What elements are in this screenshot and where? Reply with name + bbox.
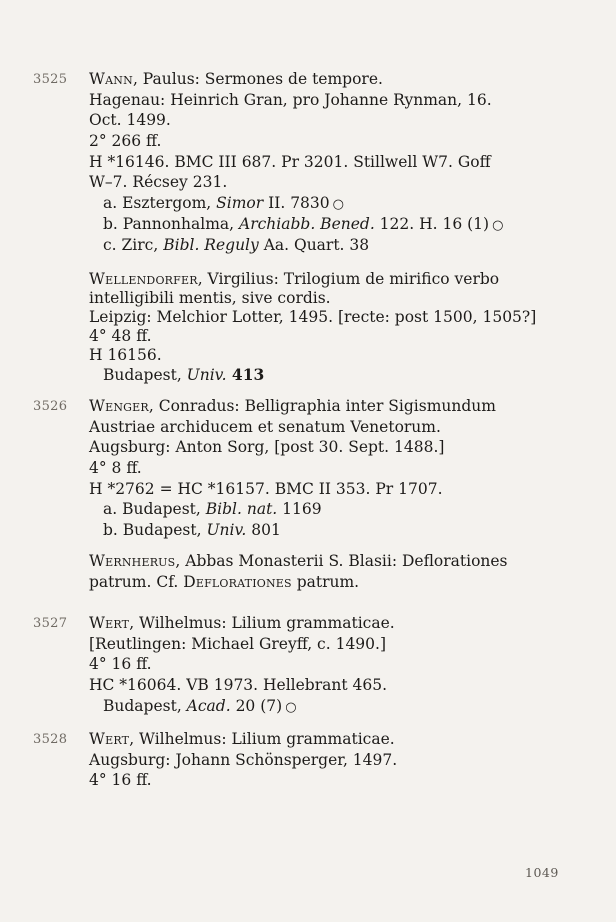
holding-library: Bibl. nat. [205,500,278,519]
reference-line: H *16146. BMC III 687. Pr 3201. Stillwell W7. Goff [89,152,491,171]
holding-location: Budapest, [103,366,187,384]
imprint-line: [Reutlingen: Michael Greyff, c. 1490.] [89,634,387,653]
entry-heading [89,270,589,289]
author-name: Wert [89,614,130,632]
holding-location: b. Budapest, [103,521,207,540]
title-text: , Conradus: Belligraphia inter Sigismundum [148,397,496,415]
holding-library: Univ. [186,366,227,384]
holding-shelfmark: 1169 [277,500,322,519]
holding-line [89,520,589,541]
holding-line [89,193,589,214]
holding-library: Univ. [206,521,247,540]
circle-mark: ○ [332,197,344,213]
format-line: 4° 16 ff. [89,771,152,790]
holding-location: a. Budapest, [103,500,206,519]
format-line: 2° 266 ff. [89,132,162,151]
imprint-line: Augsburg: Anton Sorg, [post 30. Sept. 1488.] [89,438,445,457]
page-number: 1049 [525,865,559,880]
cross-reference-heading: Deflorationes [183,572,292,591]
circle-mark: ○ [492,217,504,233]
title-text: , Paulus: Sermones de tempore. [132,70,383,88]
imprint-date: Oct. 1499. [89,111,171,130]
entry-body [89,270,589,384]
entry-body [89,396,589,541]
holding-shelfmark: 122. H. 16 (1) [374,214,490,233]
holding-line [89,499,589,520]
reference-line: H 16156. [89,346,162,364]
entry-number: 3526 [33,399,68,414]
entry-body [89,613,589,716]
entry-heading [89,613,589,634]
holding-shelfmark: Aa. Quart. 38 [258,235,370,254]
title-continuation: intelligibili mentis, sive cordis. [89,289,331,307]
author-name: Wernherus [89,552,176,570]
entry-heading [89,729,589,750]
title-continuation: Austriae archiducem et senatum Venetorum. [89,417,441,436]
holding-library: Archiabb. Bened. [239,214,375,233]
imprint-line: Augsburg: Johann Schönsperger, 1497. [89,750,398,769]
cross-reference [89,572,589,593]
format-line: 4° 16 ff. [89,655,152,674]
reference-line: HC *16064. VB 1973. Hellebrant 465. [89,676,388,695]
imprint-line: Leipzig: Melchior Lotter, 1495. [recte: post 1500, 1505?] [89,308,537,326]
holding-location: b. Pannonhalma, [103,214,240,233]
format-line: 4° 48 ff. [89,327,152,345]
circle-mark: ○ [285,699,297,715]
holding-line [89,235,589,256]
reference-line: W–7. Récsey 231. [89,173,228,192]
entry-body [89,551,589,592]
title-text: , Wilhelmus: Lilium grammaticae. [129,614,395,632]
entry-number: 3527 [33,616,68,631]
entry-heading [89,551,589,572]
author-name: Wann [89,70,133,88]
holding-line [89,696,589,717]
holding-shelfmark: 413 [226,365,265,384]
holding-shelfmark: 20 (7) [230,696,283,715]
author-name: Wellendorfer [89,270,198,288]
holding-library: Simor [216,194,264,213]
entry-heading [89,396,589,417]
holding-library: Bibl. Reguly [163,235,259,254]
entry-number: 3528 [33,732,68,747]
imprint-line: Hagenau: Heinrich Gran, pro Johanne Rynman, 16. [89,90,492,109]
title-text: , Wilhelmus: Lilium grammaticae. [129,730,395,748]
holding-line [89,214,589,235]
entry-body [89,729,589,791]
title-text: , Abbas Monasterii S. Blasii: Deflorationes [175,552,508,570]
format-line: 4° 8 ff. [89,459,142,478]
reference-line: H *2762 = HC *16157. BMC II 353. Pr 1707. [89,479,443,498]
holding-location: c. Zirc, [103,235,164,254]
cross-reference-prefix: patrum. Cf. [89,572,184,591]
holding-location: Budapest, [103,696,187,715]
holding-shelfmark: II. 7830 [263,194,330,213]
cross-reference-suffix: patrum. [291,572,360,591]
author-name: Wert [89,730,130,748]
entry-heading [89,69,589,90]
entry-number: 3525 [33,72,68,87]
holding-location: a. Esztergom, [103,194,217,213]
holding-shelfmark: 801 [246,521,281,540]
author-name: Wenger [89,397,149,415]
title-text: , Virgilius: Trilogium de mirifico verbo [197,270,500,288]
entry-body [89,69,589,255]
holding-library: Acad. [186,696,231,715]
holding-line [89,365,589,384]
